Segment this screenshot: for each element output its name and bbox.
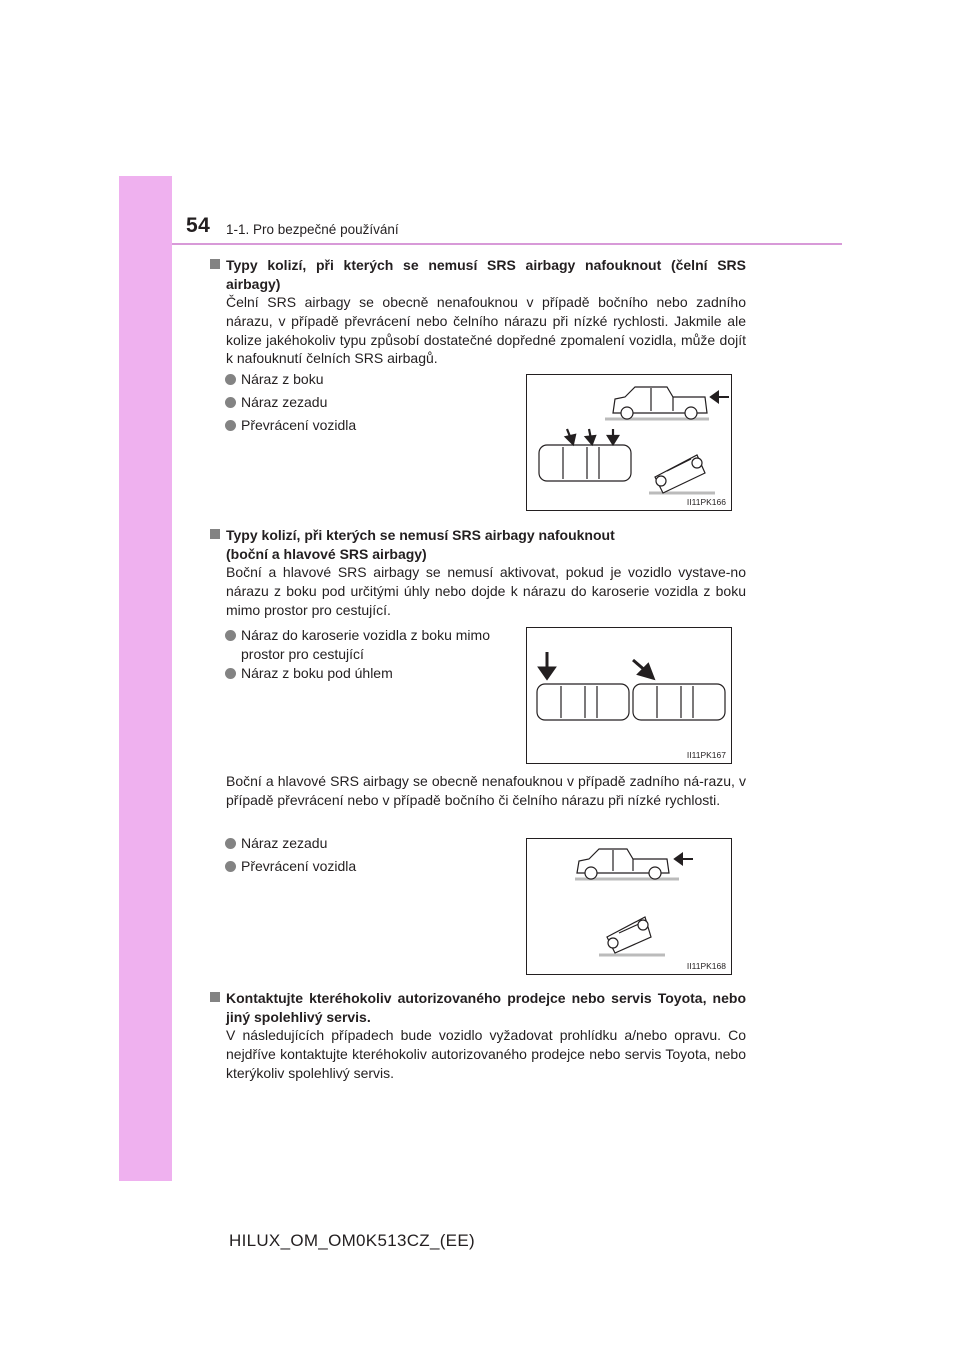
round-bullet-icon [225, 397, 236, 408]
page-number: 54 [186, 214, 211, 237]
list-item: Náraz do karoserie vozidla z boku mimo prostor pro cestující [241, 626, 511, 664]
chapter-sidebar-tab [119, 176, 172, 1181]
impact-arrow-icon [633, 660, 653, 678]
vehicle-illustration [527, 375, 731, 510]
section-title: 1-1. Pro bezpečné používání [226, 222, 399, 237]
section-heading-contact: Kontaktujte kteréhokoliv autorizovaného prodejce nebo servis Toyota, nebo jiný spolehlivý servis. [226, 989, 746, 1026]
round-bullet-icon [225, 420, 236, 431]
vehicle-illustration [527, 628, 731, 763]
pickup-side-view [577, 849, 669, 879]
figure-frontal-exceptions [526, 374, 732, 511]
round-bullet-icon [225, 668, 236, 679]
paragraph-side-rear: Boční a hlavové SRS airbagy se obecně nenafouknou v případě zadního ná-razu, v případě převrácení nebo v případě bočního či čelního nárazu při nízké rychlosti. [226, 773, 746, 808]
pickup-top-view [633, 684, 725, 720]
pickup-side-view [613, 387, 707, 419]
square-bullet-icon [210, 259, 220, 269]
impact-arrow-icon [566, 429, 618, 444]
figure-code: II11PK166 [686, 497, 726, 507]
section-heading-frontal: Typy kolizí, při kterých se nemusí SRS airbagy nafouknout (čelní SRS airbagy) [226, 256, 746, 293]
figure-code: II11PK168 [686, 961, 726, 971]
pickup-top-view [537, 684, 629, 720]
round-bullet-icon [225, 630, 236, 641]
document-code: HILUX_OM_OM0K513CZ_(EE) [229, 1231, 475, 1250]
paragraph-contact: V následujících případech bude vozidlo vyžadovat prohlídku a/nebo opravu. Co nejdříve kontaktujte kteréhokoliv autorizovaného prodejce nebo servis Toyota, nebo kterýkoliv spolehlivý servis. [226, 1027, 746, 1081]
vehicle-illustration [527, 839, 731, 974]
round-bullet-icon [225, 374, 236, 385]
impact-arrow-icon [540, 652, 554, 678]
list-item: Převrácení vozidla [241, 857, 511, 876]
figure-side-exceptions [526, 627, 732, 764]
impact-arrow-icon [675, 854, 693, 864]
list-item: Náraz zezadu [241, 834, 511, 853]
paragraph-frontal: Čelní SRS airbagy se obecně nenafouknou v případě bočního nebo zadního nárazu, v případě převrácení nebo čelního nárazu při nízké rychlosti. Jakmile ale kolize jakéhokoliv typu způsobí dostatečné dopředné zpomalení vozidla, může dojít k nafouknutí čelních SRS airbagů. [226, 294, 746, 367]
rollover-vehicle [655, 455, 705, 493]
square-bullet-icon [210, 992, 220, 1002]
impact-arrow-icon [711, 392, 729, 402]
header-divider [172, 243, 842, 245]
list-item: Převrácení vozidla [241, 416, 511, 435]
round-bullet-icon [225, 861, 236, 872]
pickup-top-view [539, 445, 631, 481]
list-item: Náraz z boku pod úhlem [241, 664, 511, 683]
round-bullet-icon [225, 838, 236, 849]
square-bullet-icon [210, 529, 220, 539]
section-heading-side: Typy kolizí, při kterých se nemusí SRS airbagy nafouknout (boční a hlavové SRS airbagy) [226, 526, 746, 563]
paragraph-side: Boční a hlavové SRS airbagy se nemusí aktivovat, pokud je vozidlo vystave-no nárazu z boku pod určitými úhly nebo dojde k nárazu do karoserie vozidla z boku mimo prostor pro cestující. [226, 564, 746, 618]
list-item: Náraz zezadu [241, 393, 511, 412]
figure-rear-rollover [526, 838, 732, 975]
figure-code: II11PK167 [686, 750, 726, 760]
list-item: Náraz z boku [241, 370, 511, 389]
rollover-vehicle [607, 917, 651, 953]
